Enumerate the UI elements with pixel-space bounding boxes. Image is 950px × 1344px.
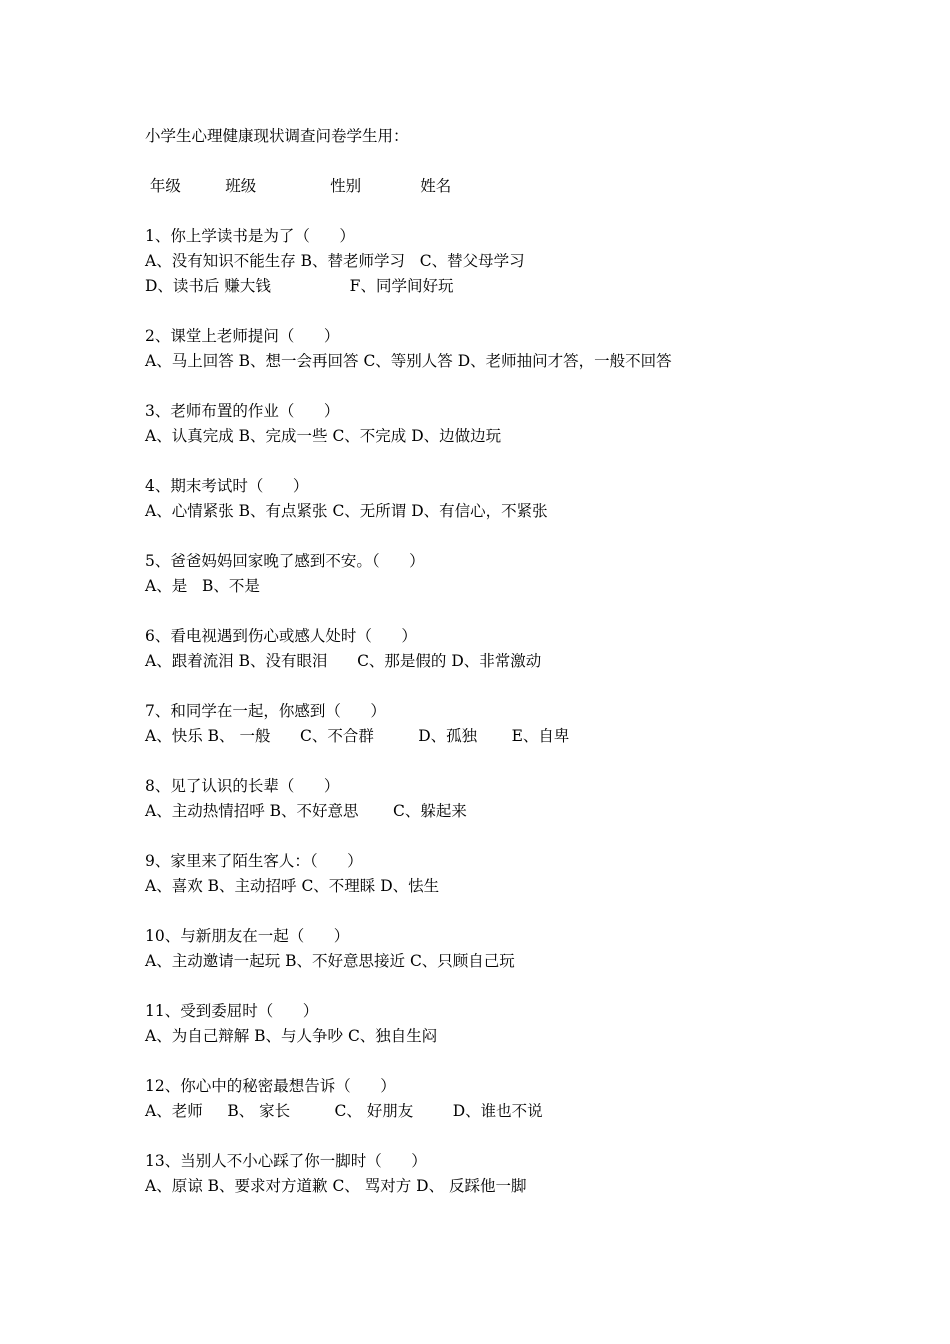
question-block bbox=[145, 399, 885, 449]
question-options: A、没有知识不能生存 B、替老师学习 C、替父母学习 bbox=[145, 252, 525, 270]
question-stem: 2、课堂上老师提问（ ） bbox=[145, 327, 340, 345]
question-options: A、是 B、不是 bbox=[145, 577, 260, 595]
question-options: A、为自己辩解 B、与人争吵 C、独自生闷 bbox=[145, 1027, 438, 1045]
question-options: A、原谅 B、要求对方道歉 C、 骂对方 D、 反踩他一脚 bbox=[145, 1177, 527, 1195]
question-block bbox=[145, 699, 885, 749]
question-block bbox=[145, 774, 885, 824]
question-stem: 8、见了认识的长辈（ ） bbox=[145, 777, 340, 795]
question-stem: 5、爸爸妈妈回家晚了感到不安。（ ） bbox=[145, 552, 425, 570]
question-list bbox=[145, 224, 885, 1199]
question-options: A、喜欢 B、主动招呼 C、不理睬 D、怯生 bbox=[145, 877, 440, 895]
question-block bbox=[145, 1149, 885, 1199]
question-options: A、认真完成 B、完成一些 C、不完成 D、边做边玩 bbox=[145, 427, 502, 445]
question-stem: 6、看电视遇到伤心或感人处时（ ） bbox=[145, 627, 417, 645]
question-block bbox=[145, 849, 885, 899]
question-options: A、主动热情招呼 B、不好意思 C、躲起来 bbox=[145, 802, 467, 820]
question-options: D、读书后 赚大钱 F、同学间好玩 bbox=[145, 277, 454, 295]
question-stem: 9、家里来了陌生客人：（ ） bbox=[145, 852, 363, 870]
question-block bbox=[145, 924, 885, 974]
question-block bbox=[145, 999, 885, 1049]
question-options: A、老师 B、 家长 C、 好朋友 D、谁也不说 bbox=[145, 1102, 543, 1120]
question-stem: 12、你心中的秘密最想告诉（ ） bbox=[145, 1077, 396, 1095]
question-stem: 1、你上学读书是为了（ ） bbox=[145, 227, 355, 245]
question-stem: 13、当别人不小心踩了你一脚时（ ） bbox=[145, 1152, 427, 1170]
question-options: A、马上回答 B、想一会再回答 C、等别人答 D、老师抽问才答，一般不回答 bbox=[145, 352, 672, 370]
question-options: A、心情紧张 B、有点紧张 C、无所谓 D、有信心，不紧张 bbox=[145, 502, 548, 520]
question-stem: 7、和同学在一起，你感到（ ） bbox=[145, 702, 386, 720]
question-block bbox=[145, 474, 885, 524]
question-options: A、快乐 B、 一般 C、不合群 D、孤独 E、自卑 bbox=[145, 727, 570, 745]
question-options: A、主动邀请一起玩 B、不好意思接近 C、只顾自己玩 bbox=[145, 952, 515, 970]
question-block bbox=[145, 624, 885, 674]
document-title: 小学生心理健康现状调查问卷学生用： bbox=[145, 127, 409, 145]
question-options: A、跟着流泪 B、没有眼泪 C、那是假的 D、非常激动 bbox=[145, 652, 542, 670]
question-stem: 4、期末考试时（ ） bbox=[145, 477, 309, 495]
question-block bbox=[145, 1074, 885, 1124]
question-stem: 10、与新朋友在一起（ ） bbox=[145, 927, 350, 945]
question-stem: 3、老师布置的作业（ ） bbox=[145, 402, 340, 420]
question-block bbox=[145, 224, 885, 299]
question-stem: 11、受到委屈时（ ） bbox=[145, 1002, 319, 1020]
student-info-line: 年级 班级 性别 姓名 bbox=[145, 177, 452, 195]
question-block bbox=[145, 549, 885, 599]
questionnaire-body bbox=[145, 124, 885, 1224]
question-block bbox=[145, 324, 885, 374]
